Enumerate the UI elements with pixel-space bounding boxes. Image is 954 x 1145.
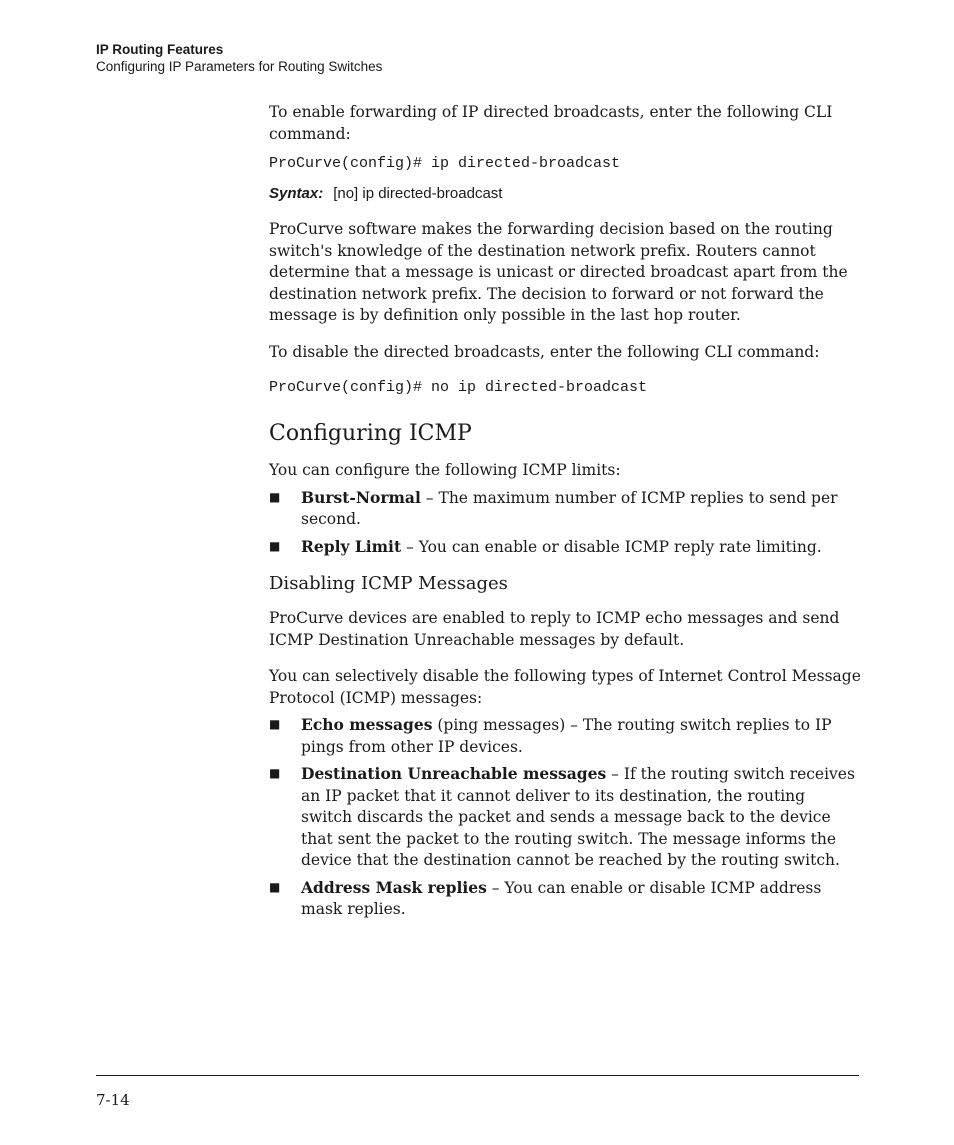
heading-configuring-icmp: Configuring ICMP xyxy=(269,421,472,446)
cli-command-enable: ProCurve(config)# ip directed-broadcast xyxy=(269,155,621,172)
list-item xyxy=(269,536,861,559)
paragraph-enable-broadcast: To enable forwarding of IP directed broadcasts, enter the following CLI command: xyxy=(269,103,833,143)
square-bullet-icon: ■ xyxy=(269,538,281,553)
footer-divider xyxy=(96,1075,859,1076)
list-item xyxy=(269,877,861,921)
page-number: 7-14 xyxy=(96,1091,130,1109)
syntax-value: [no] ip directed-broadcast xyxy=(333,185,503,202)
list-item-text: – You can enable or disable ICMP reply rate limiting. xyxy=(401,537,822,556)
cli-command-disable: ProCurve(config)# no ip directed-broadcast xyxy=(269,379,648,396)
icmp-limits-list xyxy=(269,487,861,559)
paragraph-disable-broadcast: To disable the directed broadcasts, enter the following CLI command: xyxy=(269,342,820,361)
syntax-line xyxy=(269,184,861,204)
list-item-text: – The maximum number of ICMP replies to send per second. xyxy=(301,488,838,528)
main-content xyxy=(269,102,861,926)
list-item-text: – If the routing switch receives an IP packet that it cannot deliver to its destination, the routing switch discards the packet and sends a message back to the device that sent the packet to the routing switch. The message informs the device that the destination cannot be reached by the routing switch. xyxy=(301,765,855,869)
list-item xyxy=(269,763,861,872)
list-item-term: Address Mask replies xyxy=(301,877,487,897)
running-header-title: IP Routing Features xyxy=(96,42,224,57)
list-item-text: (ping messages) – The routing switch replies to IP pings from other IP devices. xyxy=(301,716,832,756)
icmp-message-types-list xyxy=(269,714,861,921)
list-item-term: Reply Limit xyxy=(301,536,402,556)
running-header-subtitle: Configuring IP Parameters for Routing Switches xyxy=(96,59,383,74)
heading-disabling-icmp: Disabling ICMP Messages xyxy=(269,573,508,594)
paragraph-icmp-default: ProCurve devices are enabled to reply to ICMP echo messages and send ICMP Destination Unreachable messages by default. xyxy=(269,609,840,649)
square-bullet-icon: ■ xyxy=(269,489,281,504)
paragraph-icmp-intro: You can configure the following ICMP limits: xyxy=(269,461,621,479)
list-item xyxy=(269,487,861,531)
paragraph-forwarding-decision: ProCurve software makes the forwarding decision based on the routing switch's knowledge of the destination network prefix. Routers cannot determine that a message is unicast or directed broadcast apart from the destination network prefix. The decision to forward or not forward the message is by definition only possible in the last hop router. xyxy=(269,220,848,324)
list-item-term: Burst-Normal xyxy=(301,487,421,507)
syntax-label: Syntax: xyxy=(269,185,324,202)
list-item xyxy=(269,714,861,758)
paragraph-icmp-types: You can selectively disable the following types of Internet Control Message Protocol (ICMP) messages: xyxy=(269,667,861,707)
list-item-term: Destination Unreachable messages xyxy=(301,764,607,783)
list-item-term: Echo messages xyxy=(301,715,433,734)
square-bullet-icon: ■ xyxy=(269,879,281,894)
square-bullet-icon: ■ xyxy=(269,766,281,780)
square-bullet-icon: ■ xyxy=(269,717,281,731)
list-item-text: – You can enable or disable ICMP address mask replies. xyxy=(301,878,822,918)
